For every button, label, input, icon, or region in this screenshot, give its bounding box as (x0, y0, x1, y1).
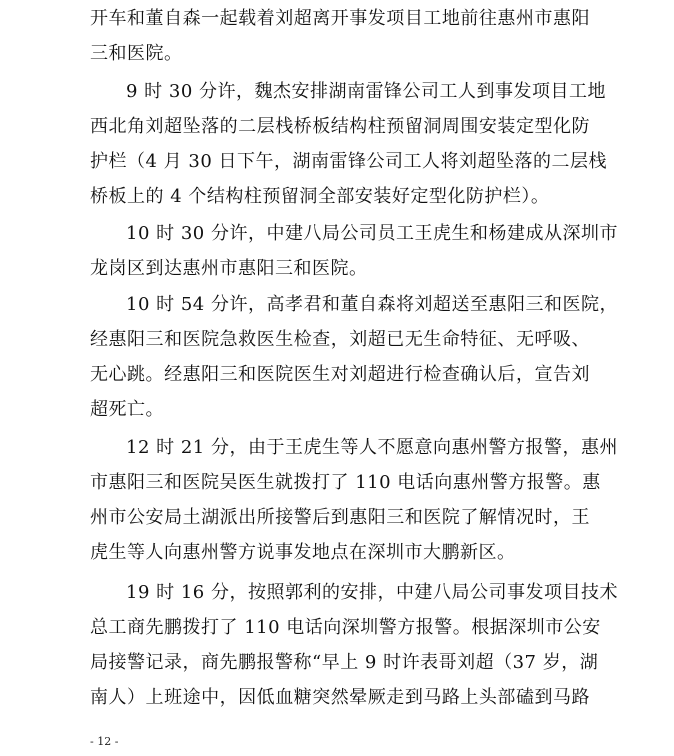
text-line: 超死亡。 (90, 399, 164, 420)
text-line: 三和医院。 (90, 43, 183, 64)
text-line: 无心跳。经惠阳三和医院医生对刘超进行检查确认后，宣告刘 (90, 364, 590, 385)
text-line: 19 时 16 分，按照郭利的安排，中建八局公司事发项目技术 (126, 582, 618, 603)
text-line: 12 时 21 分，由于王虎生等人不愿意向惠州警方报警，惠州 (126, 437, 618, 458)
text-line: 经惠阳三和医院急救医生检查，刘超已无生命特征、无呼吸、 (90, 329, 590, 350)
text-line: 桥板上的 4 个结构柱预留洞全部安装好定型化防护栏）。 (90, 186, 550, 207)
text-line: 10 时 54 分许，高孝君和董自森将刘超送至惠阳三和医院， (126, 294, 618, 315)
text-line: 局接警记录，商先鹏报警称“早上 9 时许表哥刘超（37 岁，湖 (90, 652, 599, 673)
page-number: - 12 - (90, 735, 119, 748)
text-line: 西北角刘超坠落的二层栈桥板结构柱预留洞周围安装定型化防 (90, 116, 590, 137)
text-line: 总工商先鹏拨打了 110 电话向深圳警方报警。根据深圳市公安 (90, 617, 601, 638)
text-line: 护栏（4 月 30 日下午，湖南雷锋公司工人将刘超坠落的二层栈 (90, 151, 608, 172)
text-line: 南人）上班途中，因低血糖突然晕厥走到马路上头部磕到马路 (90, 687, 590, 708)
text-line: 开车和董自森一起载着刘超离开事发项目工地前往惠州市惠阳 (90, 8, 590, 29)
text-line: 市惠阳三和医院吴医生就拨打了 110 电话向惠州警方报警。惠 (90, 472, 601, 493)
text-line: 龙岗区到达惠州市惠阳三和医院。 (90, 258, 368, 279)
text-line: 州市公安局土湖派出所接警后到惠阳三和医院了解情况时，王 (90, 507, 590, 528)
text-line: 虎生等人向惠州警方说事发地点在深圳市大鹏新区。 (90, 542, 516, 563)
text-line: 10 时 30 分许，中建八局公司员工王虎生和杨建成从深圳市 (126, 223, 618, 244)
text-line: 9 时 30 分许，魏杰安排湖南雷锋公司工人到事发项目工地 (126, 81, 607, 102)
